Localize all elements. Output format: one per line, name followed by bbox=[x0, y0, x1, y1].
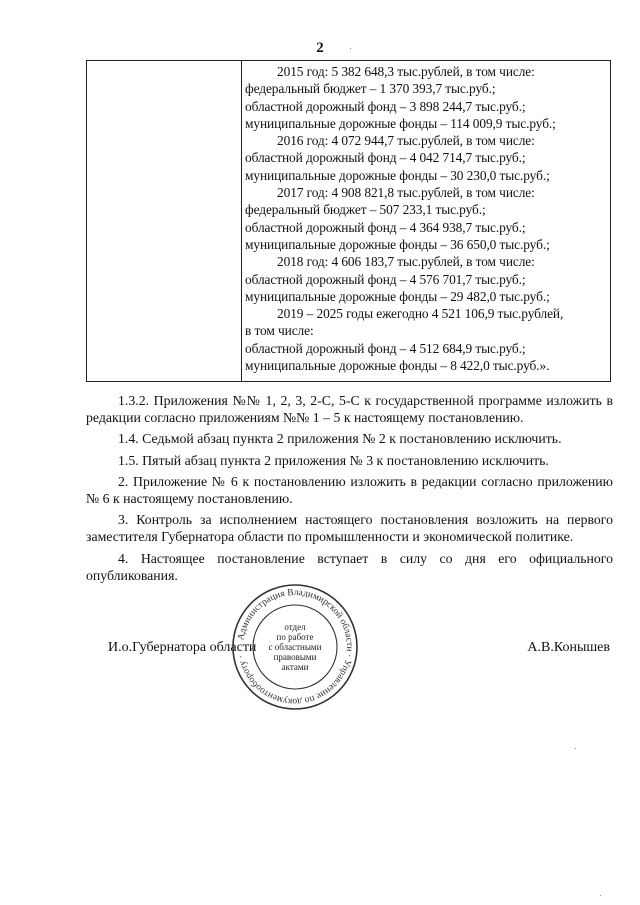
scan-speck bbox=[350, 48, 351, 49]
signatory-name: А.В.Конышев bbox=[527, 640, 610, 655]
scan-speck bbox=[575, 748, 576, 749]
funding-item-line: муниципальные дорожные фонды – 30 230,0 тыс.руб.; bbox=[245, 167, 550, 183]
stamp-center-line: правовыми bbox=[273, 652, 317, 662]
stamp-center-text bbox=[269, 622, 322, 672]
resolution-paragraph: 4. Настоящее постановление вступает в силу со дня его официального опубликования. bbox=[86, 550, 613, 583]
stamp-ring-text: Администрация Владимирской области · Управление по документообороту · bbox=[236, 587, 355, 707]
funding-item-line: федеральный бюджет – 507 233,1 тыс.руб.; bbox=[245, 202, 486, 218]
funding-year-line: 2015 год: 5 382 648,3 тыс.рублей, в том числе: bbox=[277, 64, 535, 79]
resolution-paragraph: 1.4. Седьмой абзац пункта 2 приложения № 2 к постановлению исключить. bbox=[118, 431, 562, 447]
funding-year-line: 2018 год: 4 606 183,7 тыс.рублей, в том числе: bbox=[277, 254, 535, 270]
funding-item-line: областной дорожный фонд – 3 898 244,7 тыс.руб.; bbox=[245, 98, 526, 114]
funding-year-line: 2017 год: 4 908 821,8 тыс.рублей, в том числе: bbox=[277, 185, 535, 201]
funding-item-line: областной дорожный фонд – 4 576 701,7 тыс.руб.; bbox=[245, 271, 526, 287]
resolution-paragraph: 1.5. Пятый абзац пункта 2 приложения № 3 к постановлению исключить. bbox=[118, 452, 549, 468]
funding-item-line: областной дорожный фонд – 4 364 938,7 тыс.руб.; bbox=[245, 219, 526, 235]
funding-item-line: муниципальные дорожные фонды – 8 422,0 тыс.руб.». bbox=[245, 358, 550, 374]
stamp-center-line: с областными bbox=[268, 642, 322, 652]
resolution-paragraph: 2. Приложение № 6 к постановлению изложить в редакции согласно приложению № 6 к настоящему постановлению. bbox=[86, 473, 613, 507]
funding-lines bbox=[245, 63, 608, 374]
official-stamp bbox=[230, 582, 360, 712]
funding-table bbox=[86, 60, 611, 382]
funding-item-line: муниципальные дорожные фонды – 114 009,9 тыс.руб.; bbox=[245, 115, 556, 131]
signatory-title: И.о.Губернатора области bbox=[108, 640, 257, 655]
page-number: 2 bbox=[316, 40, 324, 56]
funding-item-line: муниципальные дорожные фонды – 29 482,0 тыс.руб.; bbox=[245, 288, 550, 304]
funding-item-line: областной дорожный фонд – 4 042 714,7 тыс.руб.; bbox=[245, 150, 526, 166]
table-column-divider bbox=[241, 61, 242, 381]
resolution-paragraph: 3. Контроль за исполнением настоящего постановления возложить на первого заместителя Губернатора области по промышленности и экономической политике. bbox=[86, 512, 613, 545]
funding-year-line: 2019 – 2025 годы ежегодно 4 521 106,9 тыс.рублей, bbox=[277, 306, 564, 322]
resolution-body bbox=[86, 392, 613, 588]
funding-year-line: 2016 год: 4 072 944,7 тыс.рублей, в том числе: bbox=[277, 133, 535, 149]
funding-item-line: муниципальные дорожные фонды – 36 650,0 тыс.руб.; bbox=[245, 236, 550, 252]
scan-speck bbox=[600, 895, 601, 896]
stamp-center-line: отдел bbox=[284, 622, 306, 632]
funding-item-line: областной дорожный фонд – 4 512 684,9 тыс.руб.; bbox=[245, 340, 526, 356]
resolution-paragraph: 1.3.2. Приложения №№ 1, 2, 3, 2-С, 5-С к государственной программе изложить в редакции согласно приложениям №№ 1 – 5 к настоящему постановлению. bbox=[86, 393, 613, 426]
funding-item-line: в том числе: bbox=[245, 323, 314, 339]
stamp-center-line: актами bbox=[281, 662, 309, 672]
stamp-center-line: по работе bbox=[276, 632, 314, 642]
funding-item-line: федеральный бюджет – 1 370 393,7 тыс.руб.; bbox=[245, 81, 496, 97]
